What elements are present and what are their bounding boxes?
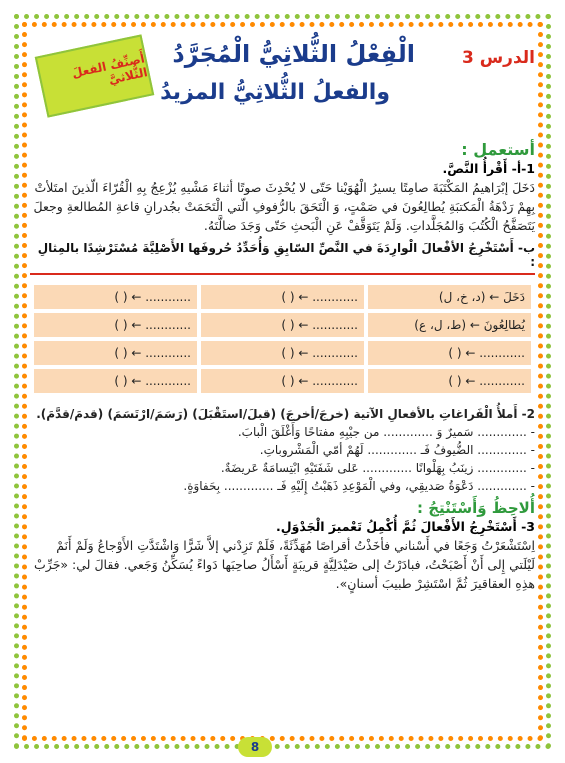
table-row <box>34 285 531 309</box>
q2-label: 2- أَملأُ الْفَراغاتِ بالأفعالِ الآتية (خرجَ/أخرجَ) (قبلَ/استَقْبَلَ) (رَسَمَ/ارْتَسَمَ) (قدمَ/قدَّمَ). <box>36 407 535 421</box>
page-title: الْفِعْلُ الثُّلاثِيُّ الْمُجَرَّدُ <box>172 40 415 68</box>
lesson-number: الدرس 3 <box>461 48 535 68</box>
q2-line: - ............. سَميرٌ وَ ............. من جيْبِهِ مفتاحًا وَأَغْلَقَ الْبابَ. <box>237 425 535 439</box>
table-row <box>34 313 531 337</box>
use-heading: أستعمل : <box>461 140 535 159</box>
page-content <box>30 30 535 730</box>
section-badge: أَصنِّفُ الفعلَ الثُّلاثيَّ <box>35 34 155 117</box>
table-cell: ............ ← ( ) <box>201 285 364 309</box>
table-cell: ............ ← ( ) <box>34 313 197 337</box>
header <box>30 30 535 140</box>
table-cell: دَخَلَ ← (د، خ، ل) <box>368 285 531 309</box>
table-cell: يُطالِعُونَ ← (ط، ل، ع) <box>368 313 531 337</box>
table-cell: ............ ← ( ) <box>201 341 364 365</box>
divider <box>30 273 535 275</box>
exercise-table <box>30 281 535 397</box>
page-number: 8 <box>238 737 272 757</box>
table-row <box>34 369 531 393</box>
q2-line: - ............. دَعْوَةُ صَديقِي، وفي الْمَوْعِدِ ذَهَبْتُ إِلَيْهِ فَـ ............. بِحَفاوَةٍ. <box>183 479 535 493</box>
q3-text: اِسْتَشْعَرْتُ وَجَعًا في أَسْناني فأخَذْتُ أقراصًا مُهَدِّئَةً، فَلَمْ تَزِدْني إلاَّ شَرًّا وَاشْتَدَّتِ الأَوْجاعُ وَلَمْ أَنَمْ لَيْلَتي إِلى أَنْ أَصْبَحْتُ، فبادَرْتُ إلى صَيْدَلِيَّةٍ قريبَةٍ أَسْأَلُ صاحِبَها دَواءً يُسَكِّنُ وَجَعي. فقالَ لي: «جَرِّبْ هذِهِ العقاقيرَ ثُمَّ اسْتَشِرْ طبيبَ أسنانٍ». <box>34 538 535 591</box>
table-cell: ............ ← ( ) <box>368 369 531 393</box>
table-cell: ............ ← ( ) <box>34 341 197 365</box>
table-cell: ............ ← ( ) <box>368 341 531 365</box>
q1-label: 1-أ- أَقْرأُ النَّصَّ. <box>442 161 535 176</box>
observe-heading: أُلاحِظُ وَأَسْتَنْتِجُ : <box>416 499 535 517</box>
table-cell: ............ ← ( ) <box>34 369 197 393</box>
q1b-label: ب- أَسْتَخْرِجُ الأفْعالَ الْوارِدَةَ في النَّصِّ السّابِقِ وَأُحَدِّدُ حُروفَها الأَصْلِيَّةَ مُسْتَرْشِدًا بالمِثالِ : <box>37 241 535 269</box>
q2 <box>30 405 535 495</box>
table-cell: ............ ← ( ) <box>34 285 197 309</box>
table-cell: ............ ← ( ) <box>201 313 364 337</box>
q3-label: 3- أَسْتَخْرِجُ الأَفْعالَ ثُمَّ أُكْمِلُ تَعْميرَ الْجَدْوَلِ. <box>275 519 535 534</box>
q2-line: - ............. الضُّيوفُ فَـ ............. لَهُمْ أمّي الْمَشْروباتِ. <box>259 443 535 457</box>
q2-line: - ............. زينَبُ بِهَلْوانًا ............. عَلى شَفَتَيْهِ ابْتِسامَةٌ عَريضَةٌ. <box>220 461 535 475</box>
table-row <box>34 341 531 365</box>
page-subtitle: والفعلُ الثُّلاثِيُّ المزيدُ <box>160 80 390 105</box>
table-cell: ............ ← ( ) <box>201 369 364 393</box>
q1-text: دَخَلَ إبْرَاهيمُ المَكْتَبَةَ صامِتًا يسيرُ الْهُوَيْنا حَتّى لا يُحْدِثَ صوتًا أثناءَ مَشْيهِ يُزْعِجُ بِهِ الْقُرّاءَ الّذينَ امتَلأتْ بِهِمْ رَدْهَةُ الْمَكتبَةِ يُطالِعُونَ في صَمْتٍ، وَ الْتَحَقَ بالرُّفوفِ الّتي الْتَحَمَتْ بجُدرانِ قاعةِ المُطالعةِ وجعلَ يَتَصَفَّحُ الْكُتُبَ وَالمُجَلَّداتِ. وَلَمْ يَتَوَقَّفْ عَنِ الْبَحثِ حَتّى وَجَدَ ضالَّتَهُ. <box>33 180 535 233</box>
